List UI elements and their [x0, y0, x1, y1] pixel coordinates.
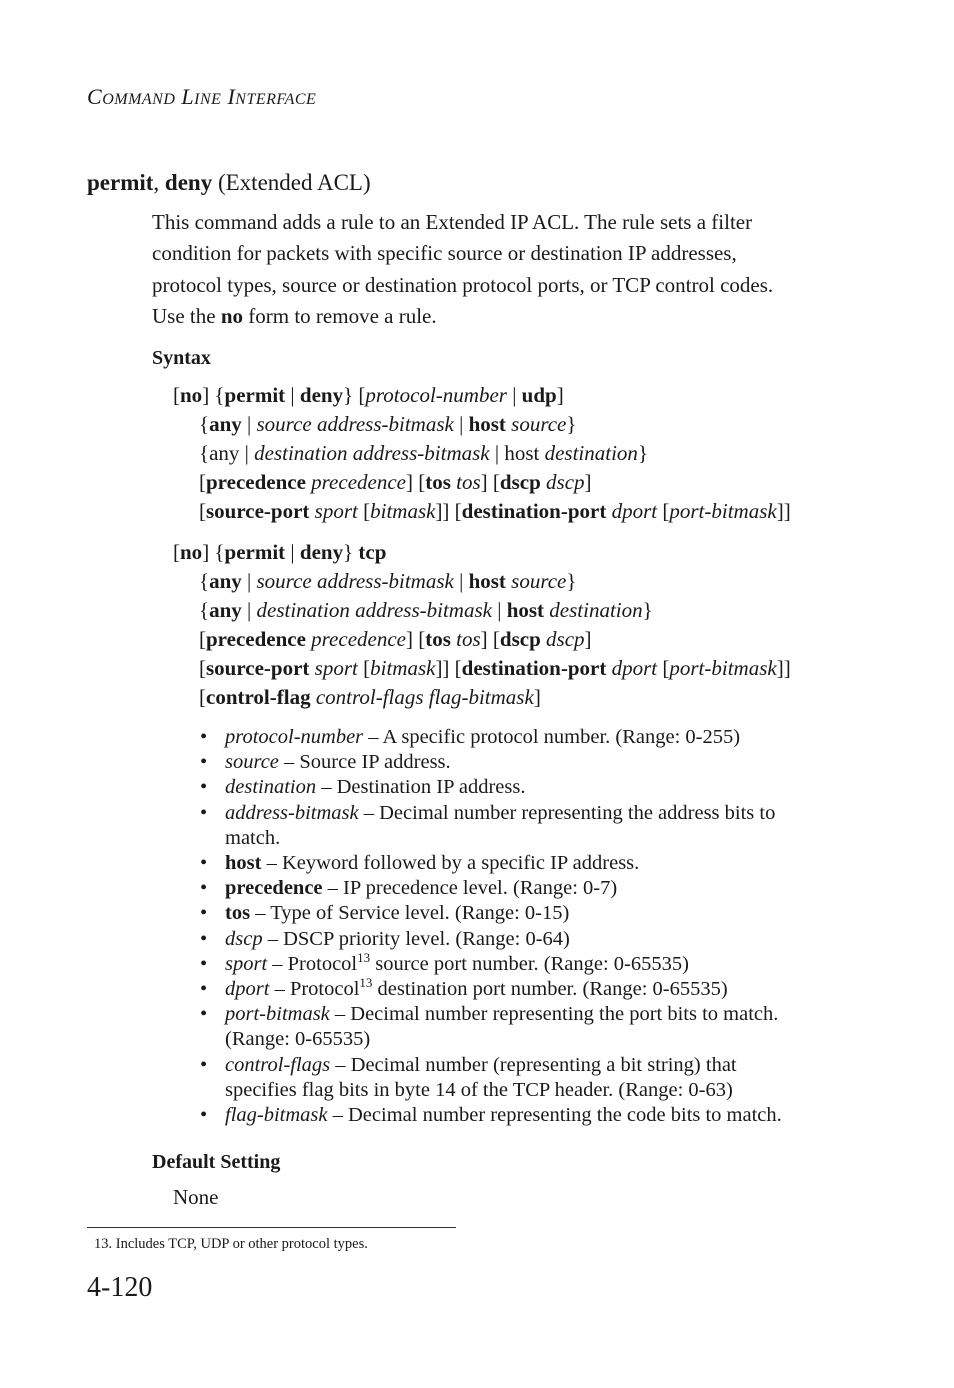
syntax-line: [precedence precedence] [tos tos] [dscp dscp] [199, 627, 592, 651]
description-line: Use the no form to remove a rule. [152, 303, 437, 328]
list-item: • precedence – IP precedence level. (Range: 0-7) [200, 876, 782, 901]
list-item: • flag-bitmask – Decimal number representing the code bits to match. [200, 1103, 782, 1128]
bullet-icon: • [200, 902, 208, 925]
list-item: • destination – Destination IP address. [200, 775, 782, 800]
command-description [152, 207, 852, 332]
bullet-icon: • [200, 1053, 208, 1076]
default-setting-heading: Default Setting [152, 1151, 281, 1173]
list-item: • dscp – DSCP priority level. (Range: 0-64) [200, 927, 782, 952]
footnote: 13. Includes TCP, UDP or other protocol types. [94, 1236, 368, 1252]
bullet-icon: • [200, 776, 208, 799]
footnote-ref: 13 [359, 975, 373, 991]
bullet-icon: • [200, 927, 208, 950]
syntax-line: [no] {permit | deny} [protocol-number | udp] [173, 383, 564, 407]
syntax-block-tcp [173, 538, 791, 712]
syntax-line: [precedence precedence] [tos tos] [dscp dscp] [199, 470, 592, 494]
bullet-icon: • [200, 1003, 208, 1026]
running-header: COMMAND LINE INTERFACE [87, 84, 317, 109]
bullet-icon: • [200, 877, 208, 900]
bullet-icon: • [200, 801, 208, 824]
bullet-icon: • [200, 1104, 208, 1127]
bullet-icon: • [200, 852, 208, 875]
syntax-line: {any | destination address-bitmask | host destination} [199, 598, 653, 622]
syntax-block-udp [173, 381, 791, 526]
description-line: This command adds a rule to an Extended IP ACL. The rule sets a filter [152, 210, 753, 234]
footnote-divider [87, 1227, 456, 1228]
syntax-line: [source-port sport [bitmask]] [destination-port dport [port-bitmask]] [199, 499, 791, 523]
footnote-ref: 13 [357, 950, 371, 965]
syntax-heading: Syntax [152, 347, 211, 369]
syntax-line: [source-port sport [bitmask]] [destination-port dport [port-bitmask]] [199, 656, 791, 680]
syntax-line: [control-flag control-flags flag-bitmask] [199, 685, 541, 709]
bullet-icon: • [200, 726, 208, 748]
list-item: • protocol-number – A specific protocol number. (Range: 0-255) [200, 725, 782, 750]
list-item: • host – Keyword followed by a specific IP address. [200, 851, 782, 876]
default-setting-value: None [173, 1185, 219, 1209]
list-item: • tos – Type of Service level. (Range: 0-15) [200, 901, 782, 926]
bullet-icon: • [200, 751, 208, 774]
list-item: • control-flags – Decimal number (representing a bit string) that [200, 1053, 782, 1078]
bullet-icon: • [200, 978, 208, 1001]
list-item: • source – Source IP address. [200, 750, 782, 775]
list-item: • port-bitmask – Decimal number representing the port bits to match. [200, 1002, 782, 1027]
command-title: permit, deny (Extended ACL) [87, 170, 371, 195]
list-item-continuation: (Range: 0-65535) [225, 1028, 371, 1051]
syntax-line: {any | source address-bitmask | host source} [199, 569, 577, 593]
syntax-line: {any | destination address-bitmask | host destination} [199, 441, 649, 465]
list-item-continuation: match. [225, 826, 281, 849]
bullet-icon: • [200, 952, 208, 975]
syntax-line: {any | source address-bitmask | host source} [199, 412, 577, 436]
list-item: • sport – Protocol$^{13}$ source port number. (Range: 0-65535) [200, 952, 782, 977]
list-item: • address-bitmask – Decimal number representing the address bits to [200, 801, 782, 826]
description-line: condition for packets with specific source or destination IP addresses, [152, 241, 737, 266]
syntax-line: [no] {permit | deny} tcp [173, 540, 387, 564]
parameter-list [200, 725, 782, 1128]
list-item: • dport – Protocol$^{13}$ destination port number. (Range: 0-65535) [200, 977, 782, 1002]
page-number: 4-120 [87, 1272, 153, 1303]
description-line: protocol types, source or destination protocol ports, or TCP control codes. [152, 272, 774, 297]
list-item-continuation: specifies flag bits in byte 14 of the TCP header. (Range: 0-63) [225, 1078, 733, 1101]
